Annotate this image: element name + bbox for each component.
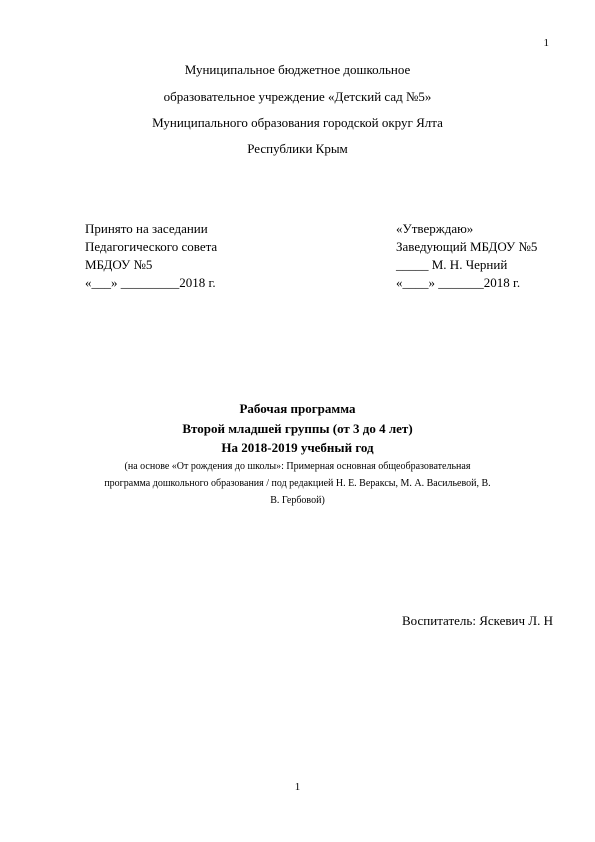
program-basis-line-1: (на основе «От рождения до школы»: Примерная основная общеобразовательная [124, 461, 471, 472]
adopted-line-2: Педагогического совета [85, 239, 218, 254]
program-year: На 2018-2019 учебный год [221, 440, 374, 455]
program-basis-line-2: программа дошкольного образования / под редакцией Н. Е. Вераксы, М. А. Васильевой, В. [104, 478, 491, 489]
adopted-date-line: «___» _________2018 г. [85, 275, 216, 290]
institution-line-3: Муниципального образования городской округ Ялта [152, 115, 443, 130]
approved-line-2: Заведующий МБДОУ №5 [396, 239, 538, 254]
approved-date-line: «____» _______2018 г. [396, 275, 521, 290]
adopted-line-1: Принято на заседании [85, 221, 208, 236]
footer-page-number: 1 [294, 781, 301, 793]
institution-line-2: образовательное учреждение «Детский сад №5» [163, 89, 432, 104]
approved-signature-line: _____ М. Н. Черний [396, 257, 508, 272]
institution-line-1: Муниципальное бюджетное дошкольное [184, 62, 411, 77]
institution-line-4: Республики Крым [247, 141, 348, 156]
program-title: Рабочая программа [239, 401, 356, 416]
program-group: Второй младшей группы (от 3 до 4 лет) [182, 421, 413, 436]
approved-line-1: «Утверждаю» [396, 221, 474, 236]
adopted-line-3: МБДОУ №5 [85, 257, 153, 272]
program-basis-line-3: В. Гербовой) [270, 495, 325, 506]
header-page-number: 1 [543, 37, 549, 49]
teacher-name: Воспитатель: Яскевич Л. Н [402, 613, 553, 628]
